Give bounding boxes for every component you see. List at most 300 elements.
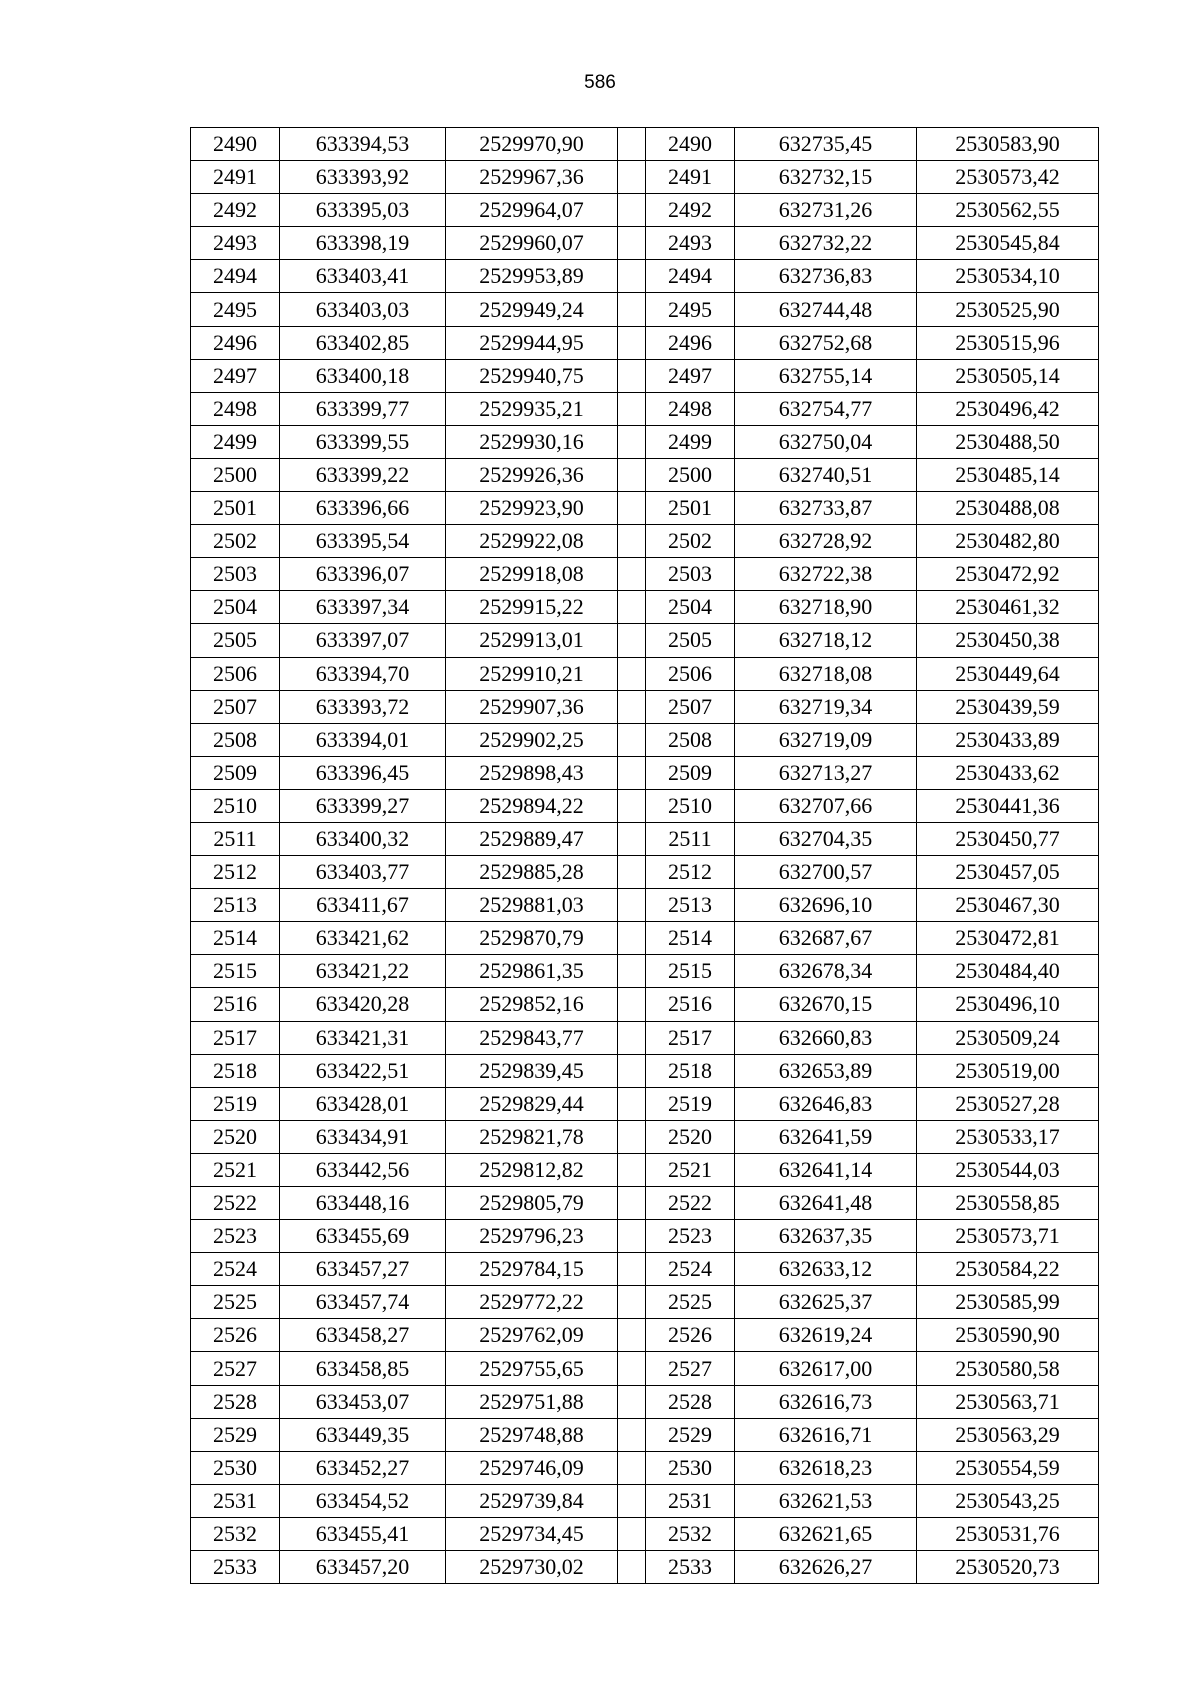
separator-cell xyxy=(618,856,646,889)
table-row xyxy=(191,657,1099,690)
table-row xyxy=(191,558,1099,591)
point-number-right: 2531 xyxy=(646,1484,735,1517)
separator-cell xyxy=(618,822,646,855)
table-row xyxy=(191,326,1099,359)
y-coordinate-left: 2529739,84 xyxy=(446,1484,618,1517)
point-number-left: 2522 xyxy=(191,1187,280,1220)
separator-cell xyxy=(618,326,646,359)
y-coordinate-left: 2529915,22 xyxy=(446,591,618,624)
x-coordinate-left: 633394,53 xyxy=(280,128,446,161)
y-coordinate-right: 2530545,84 xyxy=(917,227,1099,260)
point-number-right: 2525 xyxy=(646,1286,735,1319)
table-row xyxy=(191,822,1099,855)
x-coordinate-left: 633395,03 xyxy=(280,194,446,227)
y-coordinate-left: 2529922,08 xyxy=(446,525,618,558)
separator-cell xyxy=(618,1220,646,1253)
table-row xyxy=(191,1153,1099,1186)
point-number-right: 2508 xyxy=(646,723,735,756)
separator-cell xyxy=(618,1484,646,1517)
x-coordinate-right: 632687,67 xyxy=(735,922,917,955)
separator-cell xyxy=(618,194,646,227)
point-number-right: 2493 xyxy=(646,227,735,260)
y-coordinate-left: 2529940,75 xyxy=(446,359,618,392)
point-number-left: 2507 xyxy=(191,690,280,723)
x-coordinate-left: 633458,27 xyxy=(280,1319,446,1352)
y-coordinate-left: 2529843,77 xyxy=(446,1021,618,1054)
point-number-right: 2500 xyxy=(646,458,735,491)
table-row xyxy=(191,1187,1099,1220)
separator-cell xyxy=(618,988,646,1021)
point-number-left: 2495 xyxy=(191,293,280,326)
page-number: 586 xyxy=(584,72,616,93)
x-coordinate-left: 633420,28 xyxy=(280,988,446,1021)
point-number-right: 2523 xyxy=(646,1220,735,1253)
x-coordinate-right: 632618,23 xyxy=(735,1451,917,1484)
y-coordinate-right: 2530562,55 xyxy=(917,194,1099,227)
point-number-right: 2504 xyxy=(646,591,735,624)
point-number-left: 2530 xyxy=(191,1451,280,1484)
point-number-right: 2515 xyxy=(646,955,735,988)
x-coordinate-right: 632713,27 xyxy=(735,756,917,789)
y-coordinate-left: 2529751,88 xyxy=(446,1385,618,1418)
table-row xyxy=(191,1385,1099,1418)
table-row xyxy=(191,856,1099,889)
y-coordinate-right: 2530488,50 xyxy=(917,425,1099,458)
separator-cell xyxy=(618,1319,646,1352)
point-number-left: 2520 xyxy=(191,1120,280,1153)
table-row xyxy=(191,723,1099,756)
y-coordinate-left: 2529960,07 xyxy=(446,227,618,260)
separator-cell xyxy=(618,1451,646,1484)
y-coordinate-left: 2529755,65 xyxy=(446,1352,618,1385)
point-number-left: 2504 xyxy=(191,591,280,624)
point-number-left: 2492 xyxy=(191,194,280,227)
x-coordinate-left: 633453,07 xyxy=(280,1385,446,1418)
table-row xyxy=(191,359,1099,392)
separator-cell xyxy=(618,756,646,789)
y-coordinate-right: 2530439,59 xyxy=(917,690,1099,723)
table-row xyxy=(191,1220,1099,1253)
y-coordinate-right: 2530461,32 xyxy=(917,591,1099,624)
x-coordinate-left: 633400,32 xyxy=(280,822,446,855)
y-coordinate-left: 2529852,16 xyxy=(446,988,618,1021)
point-number-right: 2512 xyxy=(646,856,735,889)
point-number-right: 2502 xyxy=(646,525,735,558)
x-coordinate-right: 632722,38 xyxy=(735,558,917,591)
x-coordinate-left: 633393,72 xyxy=(280,690,446,723)
y-coordinate-left: 2529812,82 xyxy=(446,1153,618,1186)
point-number-right: 2526 xyxy=(646,1319,735,1352)
x-coordinate-left: 633442,56 xyxy=(280,1153,446,1186)
x-coordinate-right: 632750,04 xyxy=(735,425,917,458)
separator-cell xyxy=(618,624,646,657)
y-coordinate-right: 2530520,73 xyxy=(917,1551,1099,1584)
x-coordinate-right: 632641,48 xyxy=(735,1187,917,1220)
point-number-right: 2513 xyxy=(646,889,735,922)
y-coordinate-right: 2530485,14 xyxy=(917,458,1099,491)
separator-cell xyxy=(618,789,646,822)
point-number-right: 2498 xyxy=(646,392,735,425)
point-number-right: 2506 xyxy=(646,657,735,690)
point-number-left: 2491 xyxy=(191,161,280,194)
x-coordinate-left: 633421,62 xyxy=(280,922,446,955)
x-coordinate-left: 633399,55 xyxy=(280,425,446,458)
y-coordinate-left: 2529935,21 xyxy=(446,392,618,425)
y-coordinate-left: 2529805,79 xyxy=(446,1187,618,1220)
point-number-right: 2529 xyxy=(646,1418,735,1451)
x-coordinate-left: 633422,51 xyxy=(280,1054,446,1087)
x-coordinate-right: 632740,51 xyxy=(735,458,917,491)
separator-cell xyxy=(618,161,646,194)
y-coordinate-right: 2530580,58 xyxy=(917,1352,1099,1385)
table-row xyxy=(191,392,1099,425)
table-row xyxy=(191,1054,1099,1087)
separator-cell xyxy=(618,657,646,690)
coordinates-table-body xyxy=(191,128,1099,1584)
point-number-left: 2510 xyxy=(191,789,280,822)
table-row xyxy=(191,525,1099,558)
separator-cell xyxy=(618,1551,646,1584)
y-coordinate-left: 2529923,90 xyxy=(446,492,618,525)
separator-cell xyxy=(618,1253,646,1286)
separator-cell xyxy=(618,1087,646,1120)
point-number-right: 2497 xyxy=(646,359,735,392)
point-number-left: 2497 xyxy=(191,359,280,392)
x-coordinate-left: 633397,34 xyxy=(280,591,446,624)
x-coordinate-right: 632732,22 xyxy=(735,227,917,260)
y-coordinate-right: 2530573,71 xyxy=(917,1220,1099,1253)
x-coordinate-left: 633399,22 xyxy=(280,458,446,491)
y-coordinate-left: 2529889,47 xyxy=(446,822,618,855)
y-coordinate-right: 2530563,71 xyxy=(917,1385,1099,1418)
x-coordinate-left: 633395,54 xyxy=(280,525,446,558)
table-row xyxy=(191,227,1099,260)
point-number-right: 2511 xyxy=(646,822,735,855)
table-row xyxy=(191,458,1099,491)
point-number-left: 2525 xyxy=(191,1286,280,1319)
y-coordinate-right: 2530573,42 xyxy=(917,161,1099,194)
separator-cell xyxy=(618,293,646,326)
y-coordinate-right: 2530558,85 xyxy=(917,1187,1099,1220)
x-coordinate-left: 633399,77 xyxy=(280,392,446,425)
y-coordinate-left: 2529949,24 xyxy=(446,293,618,326)
table-row xyxy=(191,492,1099,525)
x-coordinate-left: 633393,92 xyxy=(280,161,446,194)
x-coordinate-left: 633411,67 xyxy=(280,889,446,922)
y-coordinate-right: 2530534,10 xyxy=(917,260,1099,293)
table-row xyxy=(191,1120,1099,1153)
table-row xyxy=(191,955,1099,988)
y-coordinate-right: 2530472,92 xyxy=(917,558,1099,591)
separator-cell xyxy=(618,1418,646,1451)
x-coordinate-right: 632718,12 xyxy=(735,624,917,657)
x-coordinate-left: 633457,20 xyxy=(280,1551,446,1584)
x-coordinate-right: 632637,35 xyxy=(735,1220,917,1253)
separator-cell xyxy=(618,1352,646,1385)
x-coordinate-right: 632733,87 xyxy=(735,492,917,525)
point-number-right: 2490 xyxy=(646,128,735,161)
x-coordinate-left: 633399,27 xyxy=(280,789,446,822)
x-coordinate-left: 633457,27 xyxy=(280,1253,446,1286)
x-coordinate-left: 633398,19 xyxy=(280,227,446,260)
point-number-right: 2510 xyxy=(646,789,735,822)
point-number-right: 2517 xyxy=(646,1021,735,1054)
point-number-right: 2507 xyxy=(646,690,735,723)
x-coordinate-right: 632719,34 xyxy=(735,690,917,723)
separator-cell xyxy=(618,392,646,425)
point-number-left: 2524 xyxy=(191,1253,280,1286)
y-coordinate-left: 2529898,43 xyxy=(446,756,618,789)
y-coordinate-right: 2530467,30 xyxy=(917,889,1099,922)
table-row xyxy=(191,1286,1099,1319)
point-number-left: 2515 xyxy=(191,955,280,988)
y-coordinate-left: 2529746,09 xyxy=(446,1451,618,1484)
y-coordinate-left: 2529894,22 xyxy=(446,789,618,822)
y-coordinate-right: 2530583,90 xyxy=(917,128,1099,161)
table-row xyxy=(191,128,1099,161)
point-number-left: 2528 xyxy=(191,1385,280,1418)
x-coordinate-right: 632641,59 xyxy=(735,1120,917,1153)
y-coordinate-right: 2530496,42 xyxy=(917,392,1099,425)
y-coordinate-left: 2529730,02 xyxy=(446,1551,618,1584)
point-number-right: 2533 xyxy=(646,1551,735,1584)
point-number-left: 2493 xyxy=(191,227,280,260)
x-coordinate-right: 632617,00 xyxy=(735,1352,917,1385)
point-number-left: 2506 xyxy=(191,657,280,690)
y-coordinate-left: 2529907,36 xyxy=(446,690,618,723)
y-coordinate-left: 2529748,88 xyxy=(446,1418,618,1451)
y-coordinate-right: 2530509,24 xyxy=(917,1021,1099,1054)
separator-cell xyxy=(618,1385,646,1418)
point-number-right: 2494 xyxy=(646,260,735,293)
y-coordinate-left: 2529926,36 xyxy=(446,458,618,491)
y-coordinate-right: 2530472,81 xyxy=(917,922,1099,955)
point-number-left: 2529 xyxy=(191,1418,280,1451)
separator-cell xyxy=(618,359,646,392)
point-number-right: 2516 xyxy=(646,988,735,1021)
point-number-left: 2526 xyxy=(191,1319,280,1352)
y-coordinate-right: 2530496,10 xyxy=(917,988,1099,1021)
table-row xyxy=(191,1021,1099,1054)
x-coordinate-right: 632732,15 xyxy=(735,161,917,194)
y-coordinate-left: 2529784,15 xyxy=(446,1253,618,1286)
y-coordinate-left: 2529930,16 xyxy=(446,425,618,458)
table-row xyxy=(191,194,1099,227)
separator-cell xyxy=(618,128,646,161)
y-coordinate-right: 2530449,64 xyxy=(917,657,1099,690)
y-coordinate-right: 2530488,08 xyxy=(917,492,1099,525)
y-coordinate-right: 2530484,40 xyxy=(917,955,1099,988)
x-coordinate-left: 633397,07 xyxy=(280,624,446,657)
point-number-right: 2520 xyxy=(646,1120,735,1153)
x-coordinate-left: 633448,16 xyxy=(280,1187,446,1220)
x-coordinate-left: 633455,69 xyxy=(280,1220,446,1253)
separator-cell xyxy=(618,1286,646,1319)
y-coordinate-right: 2530433,89 xyxy=(917,723,1099,756)
separator-cell xyxy=(618,227,646,260)
separator-cell xyxy=(618,690,646,723)
y-coordinate-left: 2529953,89 xyxy=(446,260,618,293)
table-row xyxy=(191,922,1099,955)
y-coordinate-right: 2530457,05 xyxy=(917,856,1099,889)
separator-cell xyxy=(618,1517,646,1550)
point-number-left: 2490 xyxy=(191,128,280,161)
y-coordinate-left: 2529881,03 xyxy=(446,889,618,922)
y-coordinate-left: 2529861,35 xyxy=(446,955,618,988)
y-coordinate-right: 2530482,80 xyxy=(917,525,1099,558)
x-coordinate-right: 632653,89 xyxy=(735,1054,917,1087)
table-row xyxy=(191,260,1099,293)
point-number-left: 2521 xyxy=(191,1153,280,1186)
x-coordinate-left: 633396,07 xyxy=(280,558,446,591)
point-number-left: 2502 xyxy=(191,525,280,558)
x-coordinate-right: 632621,65 xyxy=(735,1517,917,1550)
separator-cell xyxy=(618,1187,646,1220)
y-coordinate-left: 2529762,09 xyxy=(446,1319,618,1352)
point-number-right: 2503 xyxy=(646,558,735,591)
x-coordinate-right: 632744,48 xyxy=(735,293,917,326)
point-number-right: 2528 xyxy=(646,1385,735,1418)
separator-cell xyxy=(618,458,646,491)
point-number-right: 2499 xyxy=(646,425,735,458)
y-coordinate-left: 2529913,01 xyxy=(446,624,618,657)
x-coordinate-right: 632736,83 xyxy=(735,260,917,293)
y-coordinate-right: 2530525,90 xyxy=(917,293,1099,326)
table-row xyxy=(191,1484,1099,1517)
table-row xyxy=(191,624,1099,657)
point-number-left: 2514 xyxy=(191,922,280,955)
table-row xyxy=(191,293,1099,326)
y-coordinate-left: 2529870,79 xyxy=(446,922,618,955)
table-row xyxy=(191,889,1099,922)
x-coordinate-right: 632728,92 xyxy=(735,525,917,558)
y-coordinate-right: 2530441,36 xyxy=(917,789,1099,822)
x-coordinate-right: 632718,08 xyxy=(735,657,917,690)
table-row xyxy=(191,1087,1099,1120)
x-coordinate-left: 633403,03 xyxy=(280,293,446,326)
y-coordinate-left: 2529734,45 xyxy=(446,1517,618,1550)
x-coordinate-right: 632616,73 xyxy=(735,1385,917,1418)
y-coordinate-right: 2530450,77 xyxy=(917,822,1099,855)
y-coordinate-right: 2530584,22 xyxy=(917,1253,1099,1286)
point-number-right: 2524 xyxy=(646,1253,735,1286)
y-coordinate-left: 2529910,21 xyxy=(446,657,618,690)
x-coordinate-right: 632718,90 xyxy=(735,591,917,624)
x-coordinate-right: 632696,10 xyxy=(735,889,917,922)
point-number-left: 2500 xyxy=(191,458,280,491)
y-coordinate-right: 2530590,90 xyxy=(917,1319,1099,1352)
table-row xyxy=(191,1319,1099,1352)
table-row xyxy=(191,591,1099,624)
point-number-left: 2511 xyxy=(191,822,280,855)
table-row xyxy=(191,1517,1099,1550)
y-coordinate-right: 2530563,29 xyxy=(917,1418,1099,1451)
separator-cell xyxy=(618,525,646,558)
x-coordinate-left: 633454,52 xyxy=(280,1484,446,1517)
point-number-left: 2531 xyxy=(191,1484,280,1517)
y-coordinate-right: 2530505,14 xyxy=(917,359,1099,392)
separator-cell xyxy=(618,1021,646,1054)
y-coordinate-left: 2529944,95 xyxy=(446,326,618,359)
x-coordinate-right: 632619,24 xyxy=(735,1319,917,1352)
point-number-left: 2509 xyxy=(191,756,280,789)
point-number-right: 2530 xyxy=(646,1451,735,1484)
separator-cell xyxy=(618,492,646,525)
point-number-right: 2514 xyxy=(646,922,735,955)
x-coordinate-right: 632731,26 xyxy=(735,194,917,227)
y-coordinate-left: 2529964,07 xyxy=(446,194,618,227)
x-coordinate-left: 633394,01 xyxy=(280,723,446,756)
point-number-left: 2527 xyxy=(191,1352,280,1385)
point-number-right: 2527 xyxy=(646,1352,735,1385)
y-coordinate-right: 2530585,99 xyxy=(917,1286,1099,1319)
point-number-right: 2496 xyxy=(646,326,735,359)
x-coordinate-right: 632754,77 xyxy=(735,392,917,425)
table-row xyxy=(191,1352,1099,1385)
point-number-left: 2494 xyxy=(191,260,280,293)
table-row xyxy=(191,1451,1099,1484)
separator-cell xyxy=(618,1054,646,1087)
x-coordinate-right: 632621,53 xyxy=(735,1484,917,1517)
point-number-right: 2505 xyxy=(646,624,735,657)
x-coordinate-left: 633457,74 xyxy=(280,1286,446,1319)
separator-cell xyxy=(618,889,646,922)
x-coordinate-left: 633434,91 xyxy=(280,1120,446,1153)
separator-cell xyxy=(618,955,646,988)
point-number-right: 2519 xyxy=(646,1087,735,1120)
table-row xyxy=(191,161,1099,194)
separator-cell xyxy=(618,260,646,293)
table-row xyxy=(191,1253,1099,1286)
table-row xyxy=(191,690,1099,723)
x-coordinate-left: 633394,70 xyxy=(280,657,446,690)
separator-cell xyxy=(618,723,646,756)
x-coordinate-left: 633452,27 xyxy=(280,1451,446,1484)
x-coordinate-left: 633458,85 xyxy=(280,1352,446,1385)
y-coordinate-left: 2529967,36 xyxy=(446,161,618,194)
y-coordinate-left: 2529970,90 xyxy=(446,128,618,161)
y-coordinate-right: 2530433,62 xyxy=(917,756,1099,789)
table-row xyxy=(191,789,1099,822)
point-number-left: 2503 xyxy=(191,558,280,591)
y-coordinate-left: 2529839,45 xyxy=(446,1054,618,1087)
point-number-left: 2499 xyxy=(191,425,280,458)
table-row xyxy=(191,425,1099,458)
x-coordinate-right: 632641,14 xyxy=(735,1153,917,1186)
point-number-right: 2509 xyxy=(646,756,735,789)
y-coordinate-right: 2530527,28 xyxy=(917,1087,1099,1120)
y-coordinate-left: 2529902,25 xyxy=(446,723,618,756)
table-row xyxy=(191,988,1099,1021)
y-coordinate-right: 2530544,03 xyxy=(917,1153,1099,1186)
x-coordinate-left: 633403,41 xyxy=(280,260,446,293)
table-row xyxy=(191,756,1099,789)
y-coordinate-right: 2530543,25 xyxy=(917,1484,1099,1517)
point-number-right: 2495 xyxy=(646,293,735,326)
point-number-left: 2518 xyxy=(191,1054,280,1087)
x-coordinate-left: 633400,18 xyxy=(280,359,446,392)
x-coordinate-left: 633396,45 xyxy=(280,756,446,789)
separator-cell xyxy=(618,1153,646,1186)
point-number-left: 2532 xyxy=(191,1517,280,1550)
x-coordinate-right: 632707,66 xyxy=(735,789,917,822)
x-coordinate-left: 633428,01 xyxy=(280,1087,446,1120)
y-coordinate-right: 2530554,59 xyxy=(917,1451,1099,1484)
separator-cell xyxy=(618,425,646,458)
x-coordinate-right: 632678,34 xyxy=(735,955,917,988)
x-coordinate-right: 632646,83 xyxy=(735,1087,917,1120)
point-number-right: 2518 xyxy=(646,1054,735,1087)
